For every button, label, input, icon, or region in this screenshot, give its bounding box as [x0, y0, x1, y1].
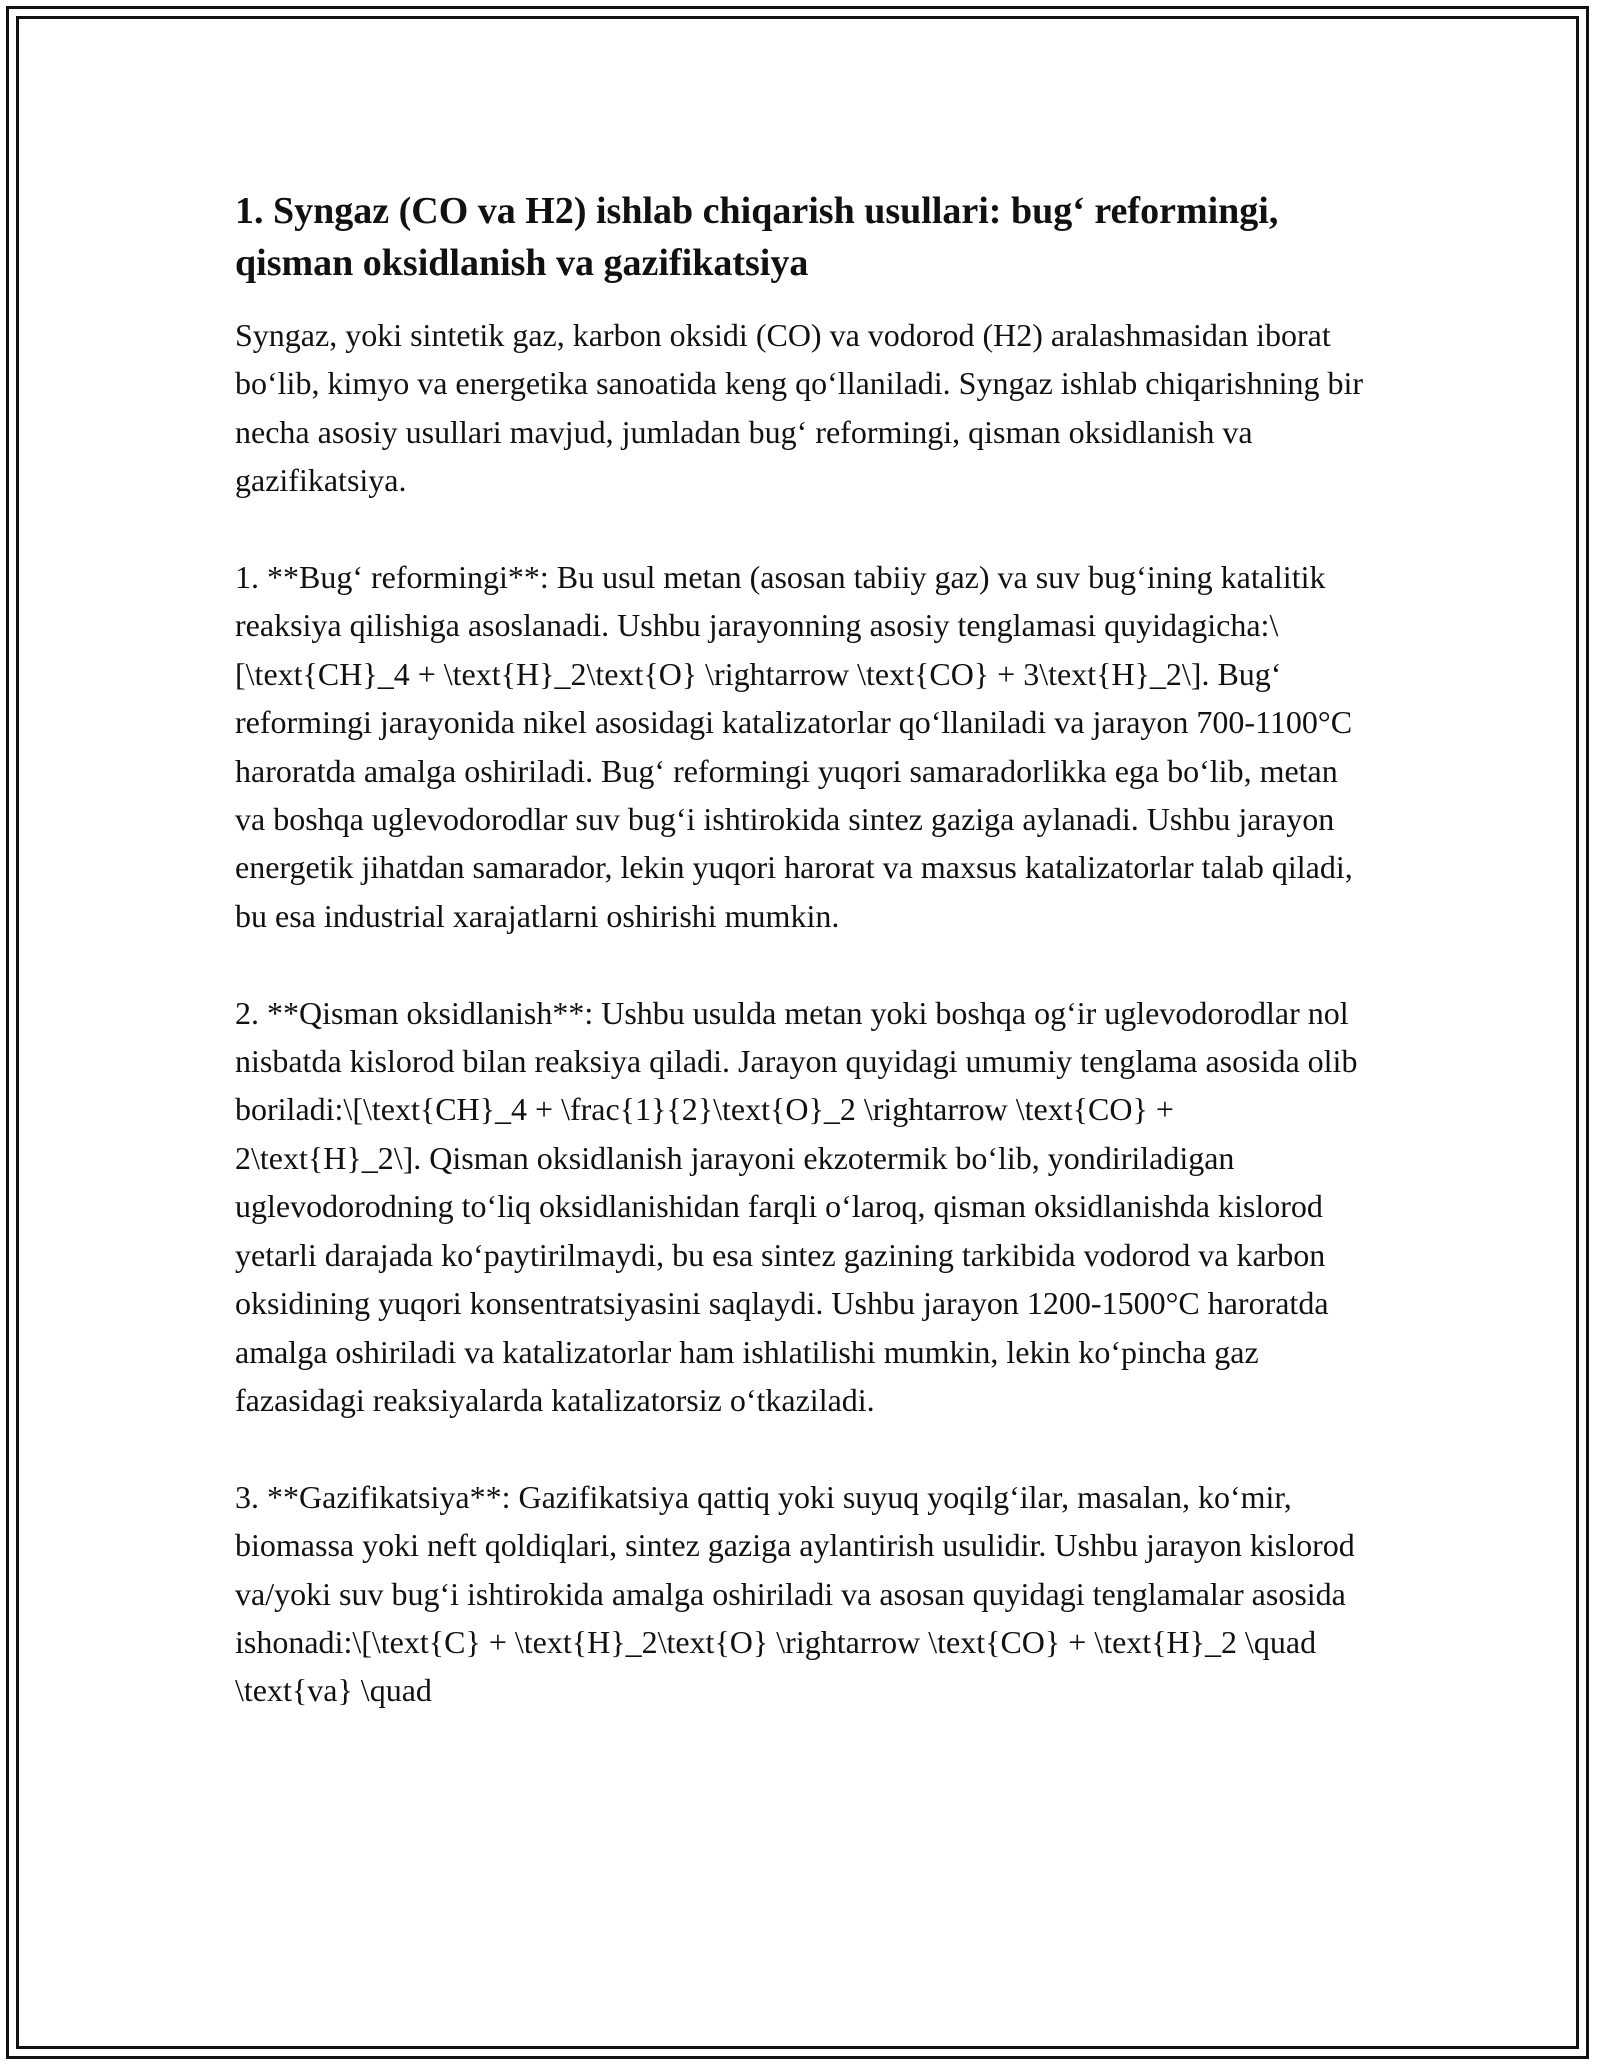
paragraph-partial-oxidation: 2. **Qisman oksidlanish**: Ushbu usulda metan yoki boshqa og‘ir uglevodorodlar nol nisbatda kislorod bilan reaksiya qiladi. Jarayon quyidagi umumiy tenglama asosida olib boriladi:\[\text{CH}_4 + \frac{1}{2}\text{O}_2 \rightarrow \text{CO} + 2\text{H}_2\]. Qisman oksidlanish jarayoni ekzotermik bo‘lib, yondiriladigan uglevodorodning to‘liq oksidlanishidan farqli o‘laroq, qisman oksidlanishda kislorod yetarli darajada ko‘paytirilmaydi, bu esa sintez gazining tarkibida vodorod va karbon oksidining yuqori konsentratsiyasini saqlaydi. Ushbu jarayon 1200-1500°C haroratda amalga oshiriladi va katalizatorlar ham ishlatilishi mumkin, lekin ko‘pincha gaz fazasidagi reaksiyalarda katalizatorsiz o‘tkaziladi. [235, 994, 1358, 1418]
paragraph-intro: Syngaz, yoki sintetik gaz, karbon oksidi (CO) va vodorod (H2) aralashmasidan iborat bo‘lib, kimyo va energetika sanoatida keng qo‘llaniladi. Syngaz ishlab chiqarishning bir necha asosiy usullari mavjud, jumladan bug‘ reformingi, qisman oksidlanish va gazifikatsiya. [235, 317, 1364, 499]
paragraph-steam-reforming: 1. **Bug‘ reformingi**: Bu usul metan (asosan tabiiy gaz) va suv bug‘ining katalitik reaksiya qilishiga asoslanadi. Ushbu jarayonning asosiy tenglamasi quyidagicha:\[\text{CH}_4 + \text{H}_2\text{O} \rightarrow \text{CO} + 3\text{H}_2\]. Bug‘ reformingi jarayonida nikel asosidagi katalizatorlar qo‘llaniladi va jarayon 700-1100°C haroratda amalga oshiriladi. Bug‘ reformingi yuqori samaradorlikka ega bo‘lib, metan va boshqa uglevodorodlar suv bug‘i ishtirokida sintez gaziga aylanadi. Ushbu jarayon energetik jihatdan samarador, lekin yuqori harorat va maxsus katalizatorlar talab qiladi, bu esa industrial xarajatlarni oshirishi mumkin. [235, 559, 1353, 934]
document-title: 1. Syngaz (CO va H2) ishlab chiqarish usullari: bug‘ reformingi, qisman oksidlanish va gazifikatsiya [235, 190, 1279, 284]
document-body [235, 185, 1365, 1715]
paragraph-gasification: 3. **Gazifikatsiya**: Gazifikatsiya qattiq yoki suyuq yoqilg‘ilar, masalan, ko‘mir, biomassa yoki neft qoldiqlari, sintez gaziga aylantirish usulidir. Ushbu jarayon kislorod va/yoki suv bug‘i ishtirokida amalga oshiriladi va asosan quyidagi tenglamalar asosida ishonadi:\[\text{C} + \text{H}_2\text{O} \rightarrow \text{CO} + \text{H}_2 \quad \text{va} \quad [235, 1478, 1355, 1709]
